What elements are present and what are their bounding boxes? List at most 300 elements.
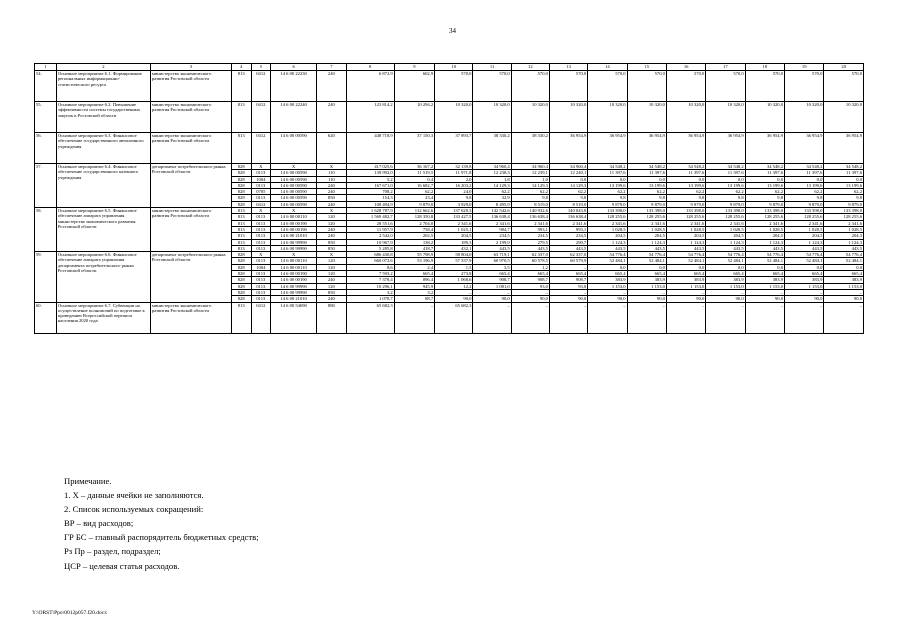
column-header: 7 <box>317 64 347 71</box>
code-cell: 0113 <box>251 277 271 283</box>
amount-cell: 36 954,9 <box>627 133 666 164</box>
amount-cell: 90,0 <box>785 296 824 302</box>
amount-cell: 204,5 <box>588 233 627 239</box>
code-cell: 0412 <box>251 302 271 333</box>
amount-cell: 2 341,6 <box>627 220 666 226</box>
code-cell: 828 <box>231 277 251 283</box>
amount-cell: 1 153,0 <box>785 283 824 289</box>
code-cell: 14 6 00 00590 <box>271 182 317 188</box>
amount-cell: – <box>435 289 473 295</box>
code-cell: 14 6 00 99990 <box>271 283 317 289</box>
amount-cell: 9,8 <box>706 195 745 201</box>
amount-cell: 11 397,6 <box>627 170 666 176</box>
amount-cell: – <box>745 302 784 333</box>
amount-cell: 37 150,3 <box>394 133 434 164</box>
amount-cell: 12 238,3 <box>473 170 511 176</box>
code-cell: 14 6 00 00110 <box>271 214 317 220</box>
code-cell: X <box>251 252 271 258</box>
column-header: 20 <box>824 64 864 71</box>
amount-cell: 62,2 <box>549 189 587 195</box>
amount-cell: 443,5 <box>745 245 784 251</box>
amount-cell: 2 341,6 <box>511 220 549 226</box>
amount-cell: 204,5 <box>627 233 666 239</box>
code-cell: 880 <box>317 302 347 333</box>
amount-cell: 136 638,4 <box>511 214 549 220</box>
amount-cell: 23,4 <box>394 195 434 201</box>
code-cell: 240 <box>317 226 347 232</box>
amount-cell: 93,0 <box>511 283 549 289</box>
amount-cell: 1 081,0 <box>473 283 511 289</box>
amount-cell: 60 970,5 <box>473 258 511 264</box>
amount-cell: 10 296,1 <box>346 283 394 289</box>
amount-cell: 132 662,6 <box>394 208 434 214</box>
code-cell: 813 <box>231 214 251 220</box>
code-cell: 828 <box>231 289 251 295</box>
amount-cell: 383,9 <box>666 277 705 283</box>
amount-cell: 10 320,0 <box>666 102 705 133</box>
amount-cell: 202,5 <box>394 233 434 239</box>
code-cell: 0113 <box>251 195 271 201</box>
code-cell: 813 <box>231 71 251 102</box>
amount-cell: 8,6 <box>346 264 394 270</box>
code-cell: 620 <box>317 133 347 164</box>
amount-cell: 154,3 <box>346 195 394 201</box>
amount-cell: 88,7 <box>394 296 434 302</box>
amount-cell: 908,7 <box>511 277 549 283</box>
table-row <box>35 133 864 164</box>
code-cell: 14 6 00 99990 <box>271 245 317 251</box>
amount-cell: – <box>627 289 666 295</box>
code-cell: 14 6 00 00190 <box>271 226 317 232</box>
amount-cell: 2 341,6 <box>473 220 511 226</box>
code-cell: 0113 <box>251 245 271 251</box>
code-cell: 0113 <box>251 283 271 289</box>
amount-cell: 1,2 <box>511 264 549 270</box>
code-cell: 240 <box>317 102 347 133</box>
amount-cell: 0,0 <box>706 264 745 270</box>
amount-cell: 133 398,0 <box>745 208 784 214</box>
amount-cell: 10 320,0 <box>785 102 824 133</box>
amount-cell: 34 548,2 <box>706 164 745 170</box>
amount-cell: 12,2 <box>435 283 473 289</box>
amount-cell: 14 129,3 <box>511 182 549 188</box>
column-header: 4 <box>231 64 251 71</box>
amount-cell: 11 397,6 <box>706 170 745 176</box>
amount-cell: 993,1 <box>511 226 549 232</box>
column-header: 2 <box>56 64 150 71</box>
code-cell: X <box>271 252 317 258</box>
row-number: 57. <box>35 164 57 208</box>
column-header: 16 <box>666 64 705 71</box>
amount-cell: 137 620,3 <box>435 208 473 214</box>
amount-cell: – <box>706 302 745 333</box>
amount-cell: 204,5 <box>435 233 473 239</box>
amount-cell: 443,5 <box>627 245 666 251</box>
code-cell: 0113 <box>251 271 271 277</box>
code-cell: 813 <box>231 245 251 251</box>
amount-cell: 133 398,0 <box>785 208 824 214</box>
amount-cell: 167 671,0 <box>346 182 394 188</box>
amount-cell: 0,0 <box>549 176 587 182</box>
amount-cell: 665,4 <box>394 271 434 277</box>
amount-cell: 0,0 <box>666 264 705 270</box>
code-cell: 14 6 00 00590 <box>271 195 317 201</box>
code-cell: 14 6 00 21010 <box>271 296 317 302</box>
code-cell: 0113 <box>251 182 271 188</box>
executor: министерство экономического развития Ростовской области <box>150 71 231 102</box>
code-cell: 120 <box>317 271 347 277</box>
code-cell: 813 <box>231 220 251 226</box>
amount-cell: 90,0 <box>473 296 511 302</box>
code-cell: 0113 <box>251 258 271 264</box>
amount-cell: 0,0 <box>745 264 784 270</box>
measure-name: Основное мероприятие 6.6. Финансовое обеспечение аппарата управления департамента потребительского рынка Ростовской области <box>56 252 150 302</box>
amount-cell: 65 682,3 <box>346 302 394 333</box>
amount-cell: 1,0 <box>511 176 549 182</box>
amount-cell: 2 341,6 <box>666 220 705 226</box>
row-number: 59. <box>35 252 57 302</box>
measure-name: Основное мероприятие 6.3. Финансовое обеспечение государственного автономного учреждения <box>56 133 150 164</box>
code-cell: 0412 <box>251 201 271 207</box>
amount-cell: 36 954,9 <box>706 133 745 164</box>
code-cell: 0113 <box>251 233 271 239</box>
amount-cell: 10 320,0 <box>824 102 864 133</box>
amount-cell: 14 129,3 <box>549 182 587 188</box>
amount-cell: 570,0 <box>785 71 824 102</box>
measure-name: Основное мероприятие 6.2. Повышение эффективности системы государственных закупок в Ростовской области <box>56 102 150 133</box>
amount-cell: 0,0 <box>785 176 824 182</box>
amount-cell: 13 199,6 <box>824 182 864 188</box>
amount-cell: 90,0 <box>824 296 864 302</box>
amount-cell: 443,5 <box>824 245 864 251</box>
amount-cell: 60 579,9 <box>549 258 587 264</box>
amount-cell: 11 971,8 <box>435 170 473 176</box>
amount-cell: 2,0 <box>435 176 473 182</box>
amount-cell: 62,2 <box>511 189 549 195</box>
footer-file-path: Y:\ORST\Ppo\0012p057.f20.docx <box>32 610 107 616</box>
amount-cell: 1 124,3 <box>824 239 864 245</box>
amount-cell: 1 025,1 <box>435 226 473 232</box>
amount-cell: 62 337,0 <box>549 252 587 258</box>
code-cell: 850 <box>317 195 347 201</box>
amount-cell: – <box>785 302 824 333</box>
amount-cell: 62,2 <box>394 189 434 195</box>
code-cell: 120 <box>317 214 347 220</box>
code-cell: 828 <box>231 252 251 258</box>
amount-cell: 16 203,2 <box>435 182 473 188</box>
executor: департамент потребительского рынка Ростовской области <box>150 164 231 208</box>
amount-cell: 3,2 <box>394 289 434 295</box>
amount-cell: 32 139,8 <box>435 164 473 170</box>
amount-cell: 0,0 <box>666 176 705 182</box>
amount-cell: 2 341,6 <box>785 220 824 226</box>
amount-cell: 90,0 <box>745 296 784 302</box>
amount-cell: 2 199,9 <box>473 239 511 245</box>
amount-cell: 128 255,6 <box>706 214 745 220</box>
amount-cell: 383,9 <box>627 277 666 283</box>
executor: министерство экономического развития Ростовской области <box>150 133 231 164</box>
amount-cell: 93,0 <box>549 283 587 289</box>
amount-cell: 10 320,0 <box>511 102 549 133</box>
code-cell: 120 <box>317 264 347 270</box>
amount-cell: 279,5 <box>511 239 549 245</box>
code-cell: 828 <box>231 258 251 264</box>
amount-cell: 0,0 <box>627 264 666 270</box>
amount-cell: 1 124,3 <box>588 239 627 245</box>
amount-cell: 5,2 <box>346 176 394 182</box>
amount-cell: 8 519,0 <box>511 201 549 207</box>
amount-cell: 1 028,5 <box>785 226 824 232</box>
code-cell: 828 <box>231 176 251 182</box>
amount-cell: 54 776,4 <box>824 252 864 258</box>
amount-cell: – <box>473 289 511 295</box>
code-cell: 14 6 00 00590 <box>271 176 317 182</box>
amount-cell: 139 992,0 <box>346 170 394 176</box>
amount-cell: 90,0 <box>435 296 473 302</box>
amount-cell: 52 484,1 <box>745 258 784 264</box>
amount-cell: 128 255,6 <box>627 214 666 220</box>
amount-cell: 2 341,6 <box>588 220 627 226</box>
amount-cell: – <box>549 302 587 333</box>
table-body <box>35 71 864 334</box>
amount-cell: 9 879,0 <box>785 201 824 207</box>
amount-cell: 136 638,4 <box>549 214 587 220</box>
amount-cell: 128 255,6 <box>785 214 824 220</box>
note-item: 2. Список используемых сокращений: <box>64 504 204 515</box>
amount-cell: 140 043,8 <box>549 208 587 214</box>
amount-cell: 570,0 <box>666 71 705 102</box>
code-cell: 14 6 00 54690 <box>271 302 317 333</box>
amount-cell: 9 879,0 <box>666 201 705 207</box>
amount-cell: 133 398,0 <box>706 208 745 214</box>
amount-cell: 54 776,4 <box>666 252 705 258</box>
amount-cell: 37 893,7 <box>435 133 473 164</box>
amount-cell: 708,2 <box>346 189 394 195</box>
amount-cell: 234,5 <box>473 233 511 239</box>
code-cell: 0113 <box>251 296 271 302</box>
amount-cell: 9,8 <box>824 195 864 201</box>
amount-cell: 383,9 <box>588 277 627 283</box>
amount-cell: 418,7 <box>394 245 434 251</box>
amount-cell: 417 025,6 <box>346 164 394 170</box>
amount-cell: 7 378,4 <box>346 277 394 283</box>
code-cell: 1004 <box>251 264 271 270</box>
amount-cell: – <box>785 289 824 295</box>
amount-cell: 9,8 <box>666 195 705 201</box>
amount-cell: 2 341,6 <box>745 220 784 226</box>
amount-cell: 11 397,6 <box>824 170 864 176</box>
amount-cell: 34 960,4 <box>511 164 549 170</box>
amount-cell: 58 804,0 <box>435 252 473 258</box>
amount-cell: 9 879,0 <box>394 201 434 207</box>
code-cell: 813 <box>231 233 251 239</box>
amount-cell: 1 124,3 <box>627 239 666 245</box>
code-cell: 14 6 00 00590 <box>271 133 317 164</box>
amount-cell: 0,0 <box>588 264 627 270</box>
column-header: 19 <box>785 64 824 71</box>
amount-cell: 9,8 <box>627 195 666 201</box>
amount-cell: 36 954,9 <box>745 133 784 164</box>
code-cell: 120 <box>317 283 347 289</box>
amount-cell: – <box>745 289 784 295</box>
amount-cell: 34 548,2 <box>588 164 627 170</box>
amount-cell: 63 719,1 <box>473 252 511 258</box>
amount-cell: 1 078,7 <box>346 296 394 302</box>
amount-cell: 13 199,6 <box>627 182 666 188</box>
code-cell: 14 6 00 99990 <box>271 289 317 295</box>
amount-cell: 62,2 <box>627 189 666 195</box>
amount-cell: 133 398,0 <box>666 208 705 214</box>
code-cell: 120 <box>317 220 347 226</box>
amount-cell: 54 776,4 <box>745 252 784 258</box>
code-cell: 1004 <box>251 176 271 182</box>
amount-cell: 0,0 <box>627 176 666 182</box>
code-cell: 240 <box>317 189 347 195</box>
code-cell: 813 <box>231 302 251 333</box>
amount-cell: 11 397,6 <box>745 170 784 176</box>
code-cell: 0113 <box>251 226 271 232</box>
amount-cell: 9,8 <box>745 195 784 201</box>
code-cell: 828 <box>231 164 251 170</box>
amount-cell: 570,0 <box>588 71 627 102</box>
amount-cell: 0,0 <box>706 176 745 182</box>
amount-cell: 3,2 <box>346 289 394 295</box>
amount-cell: 1 153,0 <box>588 283 627 289</box>
amount-cell: 1 028,5 <box>588 226 627 232</box>
code-cell: X <box>251 208 271 214</box>
amount-cell: 9 879,0 <box>824 201 864 207</box>
amount-cell: 10 967,9 <box>346 239 394 245</box>
amount-cell: 896,4 <box>394 277 434 283</box>
amount-cell: 62,2 <box>473 189 511 195</box>
amount-cell: 10 320,0 <box>627 102 666 133</box>
amount-cell: 36 954,9 <box>666 133 705 164</box>
amount-cell: 60 578,5 <box>511 258 549 264</box>
amount-cell: 52 484,1 <box>627 258 666 264</box>
table-row <box>35 302 864 333</box>
amount-cell: 234,5 <box>549 233 587 239</box>
amount-cell: 5 285,8 <box>346 245 394 251</box>
amount-cell: 665,4 <box>588 271 627 277</box>
amount-cell: 204,5 <box>706 233 745 239</box>
amount-cell: 28 551,6 <box>346 220 394 226</box>
code-cell: 828 <box>231 195 251 201</box>
amount-cell: – <box>394 302 434 333</box>
notes-title: Примечание. <box>64 476 112 486</box>
amount-cell: 52 484,1 <box>666 258 705 264</box>
amount-cell: 9,8 <box>785 195 824 201</box>
amount-cell: 11 397,6 <box>785 170 824 176</box>
amount-cell: 10 320,0 <box>706 102 745 133</box>
amount-cell: 665,4 <box>549 271 587 277</box>
amount-cell: 9 879,0 <box>627 201 666 207</box>
amount-cell: 10 320,0 <box>588 102 627 133</box>
code-cell: 110 <box>317 176 347 182</box>
column-header: 13 <box>549 64 587 71</box>
row-number: 54. <box>35 71 57 102</box>
amount-cell: 36 954,9 <box>549 133 587 164</box>
code-cell: X <box>271 208 317 214</box>
amount-cell: 52 484,1 <box>785 258 824 264</box>
note-item: ВР – вид расходов; <box>64 518 134 529</box>
amount-cell: 2 341,6 <box>435 220 473 226</box>
amount-cell: 36 954,9 <box>588 133 627 164</box>
code-cell: 813 <box>231 239 251 245</box>
amount-cell: 54 776,4 <box>627 252 666 258</box>
amount-cell: 273,8 <box>435 271 473 277</box>
amount-cell: 3 929,0 <box>435 201 473 207</box>
code-cell: 828 <box>231 271 251 277</box>
amount-cell: – <box>473 302 511 333</box>
amount-cell: 62 337,0 <box>511 252 549 258</box>
code-cell: 14 6 00 22240 <box>271 102 317 133</box>
amount-cell: 1 124,3 <box>706 239 745 245</box>
amount-cell: – <box>627 302 666 333</box>
code-cell: X <box>251 164 271 170</box>
code-cell: 828 <box>231 296 251 302</box>
amount-cell: 204,5 <box>666 233 705 239</box>
amount-cell: 1 153,0 <box>666 283 705 289</box>
code-cell: 0113 <box>251 170 271 176</box>
row-number: 60. <box>35 302 57 333</box>
executor: департамент потребительского рынка Ростовской области <box>150 252 231 302</box>
amount-cell: 54 776,4 <box>706 252 745 258</box>
amount-cell: 11 519,5 <box>394 170 434 176</box>
code-cell: 240 <box>317 201 347 207</box>
amount-cell: 1 028,5 <box>745 226 784 232</box>
amount-cell: 65 682,3 <box>435 302 473 333</box>
code-cell: 14 6 00 00590 <box>271 201 317 207</box>
executor: министерство экономического развития Ростовской области <box>150 208 231 252</box>
amount-cell: 36 954,9 <box>824 133 864 164</box>
amount-cell: – <box>706 289 745 295</box>
amount-cell: 9,8 <box>588 195 627 201</box>
amount-cell: 11 957,9 <box>346 226 394 232</box>
code-cell: 240 <box>317 277 347 283</box>
amount-cell: 570,0 <box>435 71 473 102</box>
amount-cell: 1 124,3 <box>745 239 784 245</box>
amount-cell: 52 484,1 <box>824 258 864 264</box>
column-header: 3 <box>150 64 231 71</box>
amount-cell: 443,5 <box>549 245 587 251</box>
code-cell: 0113 <box>251 289 271 295</box>
amount-cell: 34 548,2 <box>745 164 784 170</box>
amount-cell: 443,5 <box>473 245 511 251</box>
code-cell: 828 <box>231 189 251 195</box>
column-header: 15 <box>627 64 666 71</box>
amount-cell: 9 879,0 <box>745 201 784 207</box>
code-cell: 828 <box>231 283 251 289</box>
code-cell: 850 <box>317 245 347 251</box>
amount-cell: 1 153,0 <box>745 283 784 289</box>
code-cell: 14 6 00 00590 <box>271 170 317 176</box>
amount-cell: 16 682,7 <box>394 182 434 188</box>
amount-cell: 34 548,2 <box>824 164 864 170</box>
amount-cell: 0,0 <box>785 264 824 270</box>
column-header: 1 <box>35 64 57 71</box>
amount-cell: 34 960,4 <box>473 164 511 170</box>
amount-cell: – <box>549 289 587 295</box>
code-cell: 828 <box>231 182 251 188</box>
amount-cell: 34 960,4 <box>549 164 587 170</box>
column-header: 5 <box>251 64 271 71</box>
amount-cell: 448 718,9 <box>346 133 394 164</box>
amount-cell: 62,2 <box>666 189 705 195</box>
amount-cell: 660 072,6 <box>346 258 394 264</box>
amount-cell: 1 153,0 <box>824 283 864 289</box>
code-cell: 120 <box>317 258 347 264</box>
amount-cell: 10 320,0 <box>473 102 511 133</box>
